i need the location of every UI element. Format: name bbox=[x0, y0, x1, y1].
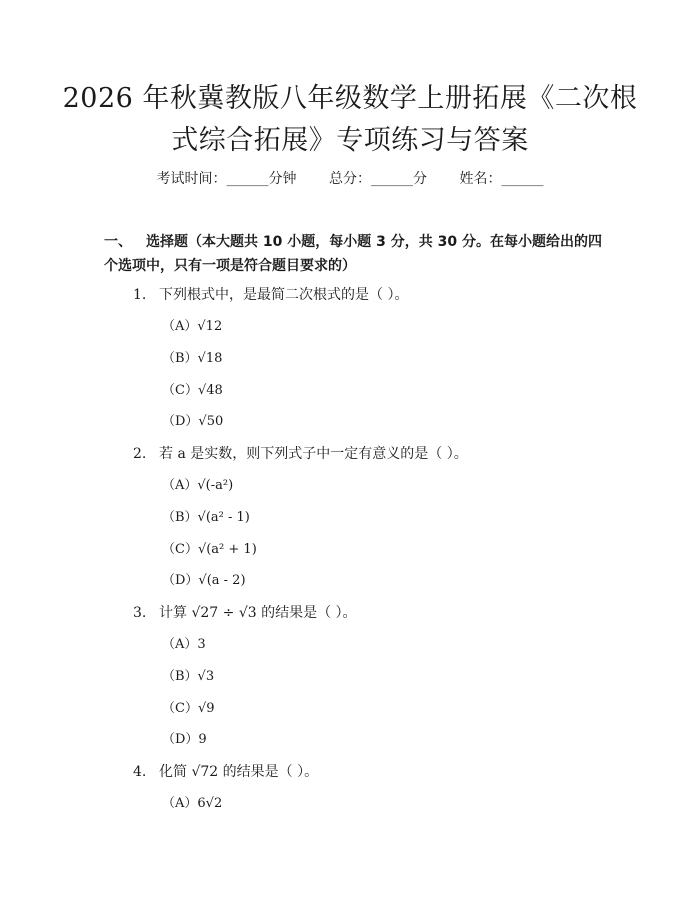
option-3a: （A）3 bbox=[162, 637, 206, 652]
option-1b: （B）√18 bbox=[162, 351, 223, 366]
exam-name: 姓名：______ bbox=[459, 171, 544, 187]
question-text: 下列根式中，是最简二次根式的是（ ）。 bbox=[159, 287, 409, 303]
question-number: 3. bbox=[133, 605, 147, 621]
section-heading bbox=[104, 230, 604, 278]
section-text: 选择题（本大题共 10 小题，每小题 3 分，共 30 分。在每小题给出的四个选项中，只有一项是符合题目要求的） bbox=[104, 234, 602, 274]
question-1 bbox=[133, 284, 408, 304]
document-title: 2026 年秋冀教版八年级数学上册拓展《二次根式综合拓展》专项练习与答案 bbox=[62, 83, 638, 156]
question-3 bbox=[133, 602, 357, 622]
option-3b: （B）√3 bbox=[162, 669, 215, 684]
option-2c: （C）√(a² + 1) bbox=[162, 542, 257, 557]
question-text: 计算 √27 ÷ √3 的结果是（ ）。 bbox=[159, 605, 357, 621]
question-text: 化简 √72 的结果是（ ）。 bbox=[159, 764, 319, 780]
option-1c: （C）√48 bbox=[162, 383, 223, 398]
exam-meta bbox=[0, 168, 700, 188]
question-number: 2. bbox=[133, 446, 147, 462]
option-2b: （B）√(a² - 1) bbox=[162, 510, 250, 525]
question-number: 1. bbox=[133, 287, 147, 303]
option-2d: （D）√(a - 2) bbox=[162, 573, 246, 588]
question-number: 4. bbox=[133, 764, 147, 780]
option-1a: （A）√12 bbox=[162, 319, 223, 334]
option-3d: （D）9 bbox=[162, 732, 207, 747]
question-text: 若 a 是实数，则下列式子中一定有意义的是（ ）。 bbox=[159, 446, 468, 462]
option-4a: （A）6√2 bbox=[162, 796, 223, 811]
exam-time: 考试时间：______分钟 bbox=[156, 171, 297, 187]
question-2 bbox=[133, 443, 468, 463]
section-number: 一、 bbox=[104, 234, 132, 250]
exam-score: 总分：______分 bbox=[329, 171, 427, 187]
question-4 bbox=[133, 761, 318, 781]
option-1d: （D）√50 bbox=[162, 414, 224, 429]
option-2a: （A）√(-a²) bbox=[162, 478, 234, 493]
option-3c: （C）√9 bbox=[162, 701, 215, 716]
